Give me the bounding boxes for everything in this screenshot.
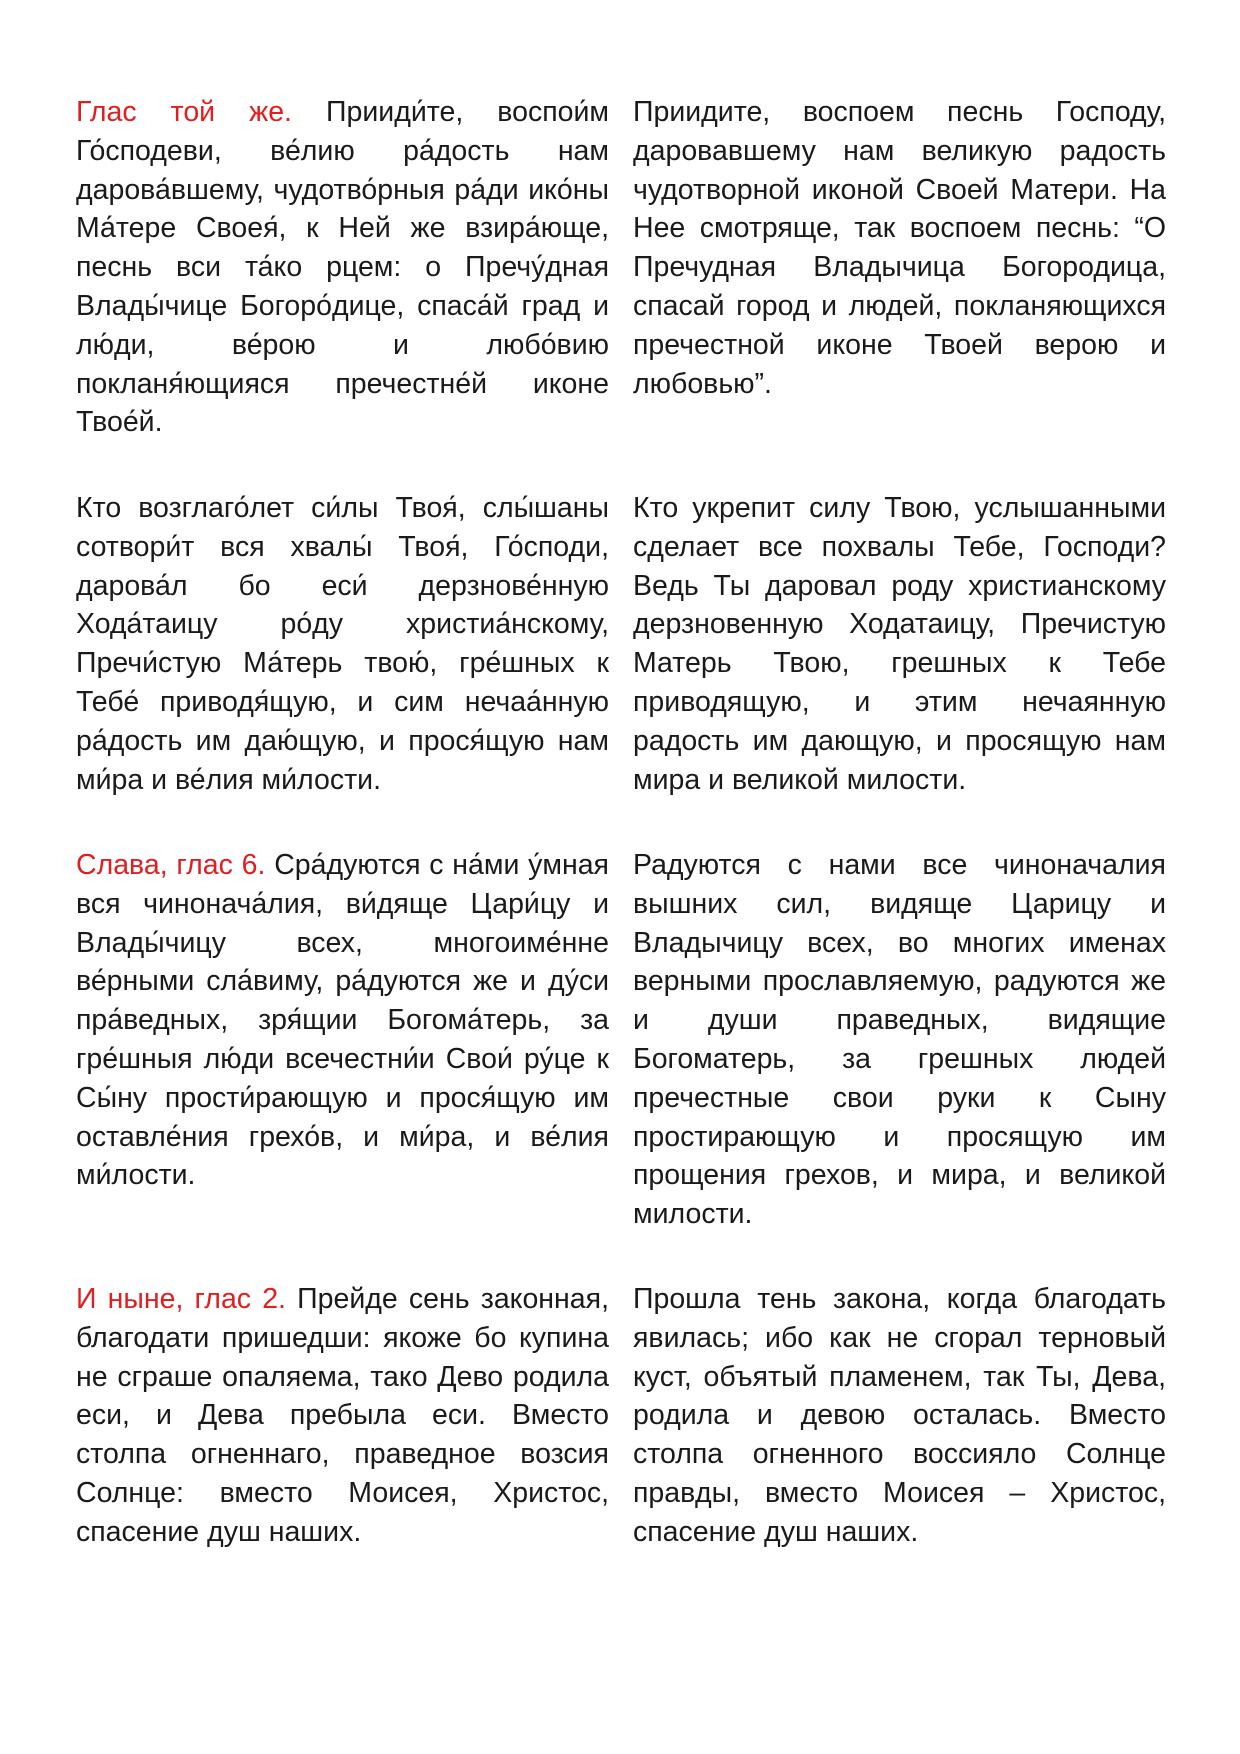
slavonic-body: Прейде сень законная, благодати пришедши: якоже бо купина не сграше опаляема, тако Дево родила еси, и Дева пребыла еси. Вместо столпа огненнаго, праведное возсия Солнце: вместо Моисея, Христос, спасение душ наших.: [76, 1283, 609, 1548]
section-1: [76, 93, 1166, 442]
section-heading: И ныне, глас 2.: [76, 1283, 286, 1315]
slavonic-body: Сра́дуются с на́ми у́мная вся чинонача́лия, ви́дяще Цари́цу и Влады́чицу всех, многоиме́нне ве́рными сла́виму, ра́дуются же и ду́си пра́ведных, зря́щии Богома́терь, за гре́шныя лю́ди всечестни́и Свои́ ру́це к Сы́ну прости́рающую и прося́щую им оставле́ния грехо́в, и ми́ра, и ве́лия ми́лости.: [76, 849, 609, 1192]
russian-text: Приидите, воспоем песнь Господу, даровавшему нам великую радость чудотворной иконой Своей Матери. На Нее смотряще, так воспоем песнь: “О Пречудная Владычица Богородица, спасай город и людей, покланяющихся пречестной иконе Твоей верою и любовью”.: [633, 96, 1166, 400]
section-2: [76, 489, 1166, 799]
slavonic-body: Прииди́те, воспои́м Го́сподеви, ве́лию ра́дость нам дарова́вшему, чудотво́рныя ра́ди ико́ны Ма́тере Своея́, к Ней же взира́юще, песнь вси та́ко рцем: о Пречу́дная Влады́чице Богоро́дице, спаса́й град и лю́ди, ве́рою и любо́вию покланя́ющияся пречестне́й иконе Твое́й.: [76, 96, 609, 439]
russian-text: Радуются с нами все чиноначалия вышних сил, видяще Царицу и Владычицу всех, во многих именах верными прославляемую, радуются же и души праведных, видящие Богоматерь, за грешных людей пречестные свои руки к Сыну простирающую и просящую им прощения грехов, и мира, и великой милости.: [633, 849, 1166, 1231]
section-heading: Глас той же.: [76, 96, 292, 128]
section-4: [76, 1280, 1166, 1552]
slavonic-text: [76, 1280, 609, 1552]
slavonic-text: Кто возглаго́лет си́лы Твоя́, слы́шаны сотвори́т вся хвалы́ Твоя́, Го́споди, дарова́л бо еси́ дерзнове́нную Хода́таицу ро́ду христиа́нскому, Пречи́стую Ма́терь твою́, гре́шных к Тебе́ приводя́щую, и сим нечаа́нную ра́дость им даю́щую, и прося́щую нам ми́ра и ве́лия ми́лости.: [76, 492, 609, 796]
russian-text: Прошла тень закона, когда благодать явилась; ибо как не сгорал терновый куст, объятый пламенем, так Ты, Дева, родила и девою осталась. Вместо столпа огненного воссияло Солнце правды, вместо Моисея – Христос, спасение душ наших.: [633, 1283, 1166, 1548]
slavonic-text: [76, 93, 609, 442]
section-heading: Слава, глас 6.: [76, 849, 266, 881]
slavonic-text: [76, 846, 609, 1234]
russian-text: Кто укрепит силу Твою, услышанными сделает все похвалы Тебе, Господи? Ведь Ты даровал роду христианскому дерзновенную Ходатаицу, Пречистую Матерь Твою, грешных к Тебе приводящую, и этим нечаянную радость им дающую, и просящую нам мира и великой милости.: [633, 492, 1166, 796]
section-3: [76, 846, 1166, 1234]
